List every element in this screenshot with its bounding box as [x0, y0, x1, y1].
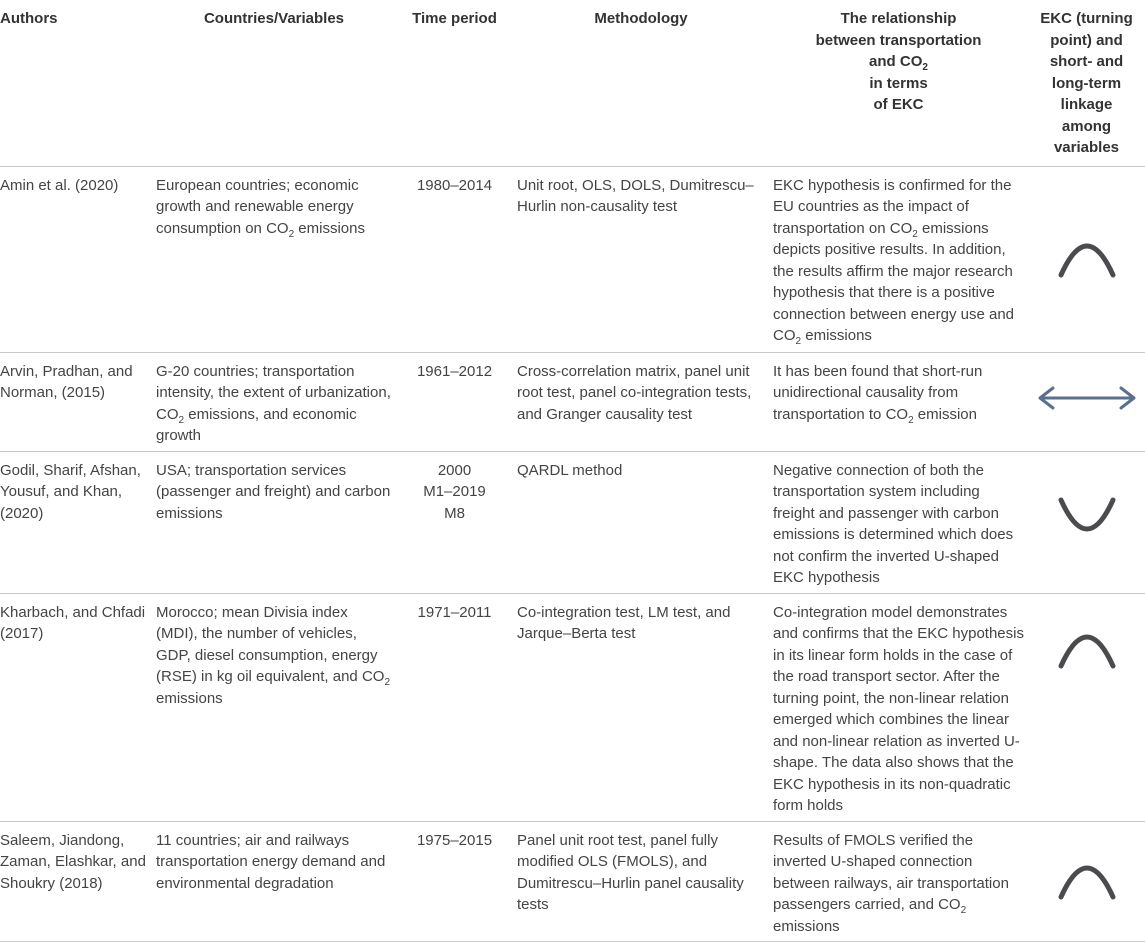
- header-relationship-text-b: in terms of EKC: [869, 74, 928, 113]
- rel-sub-1: 2: [912, 228, 918, 240]
- rel-text-c: emissions: [801, 327, 872, 344]
- cell-countries: USA; transportation services (passenger and freight) and carbon emissions: [156, 461, 391, 522]
- cell-period: 1961–2012: [416, 362, 493, 380]
- rel-sub-1: 2: [908, 414, 914, 426]
- header-authors: Authors: [0, 0, 152, 166]
- cell-authors: Amin et al. (2020): [0, 176, 119, 194]
- rel-text-b: emissions: [773, 917, 840, 935]
- rel-text-a: It has been found that short-run unidirectional causality from transportation to CO: [773, 362, 983, 423]
- rel-text-a: Results of FMOLS verified the inverted U-shaped connection between railways, air transportation passengers carried, and CO: [773, 831, 1009, 913]
- cell-countries: [152, 166, 396, 352]
- cell-countries: [152, 593, 396, 821]
- inverted-u-icon: [1057, 231, 1117, 281]
- countries-text: Morocco; mean Divisia index (MDI), the number of vehicles, GDP, diesel consumption, energy (RSE) in kg oil equivalent, and CO: [156, 603, 385, 685]
- cell-methodology: QARDL method: [517, 461, 623, 479]
- rel-sub-1: 2: [960, 905, 967, 916]
- cell-authors: Kharbach, and Chfadi (2017): [0, 603, 146, 642]
- cell-ekc-icon: [1028, 352, 1145, 451]
- cell-methodology: Panel unit root test, panel fully modified OLS (FMOLS), and Dumitrescu–Hurlin panel causality tests: [517, 831, 744, 913]
- header-period: Time period: [396, 0, 513, 166]
- cell-period: 1975–2015: [416, 831, 493, 849]
- cell-relationship: [769, 821, 1028, 942]
- cell-relationship: [769, 352, 1028, 451]
- cell-countries: [152, 352, 396, 451]
- countries-sub: 2: [288, 228, 295, 240]
- countries-sub: 2: [384, 677, 391, 688]
- header-countries: Countries/Variables: [152, 0, 396, 166]
- countries-text-tail: emissions, and economic growth: [156, 405, 357, 444]
- header-methodology: Methodology: [513, 0, 769, 166]
- table-row: [0, 593, 1145, 821]
- header-ekc: EKC (turning point) and short- and long-term linkage among variables: [1028, 0, 1145, 166]
- table-row: [0, 352, 1145, 451]
- countries-text: European countries; economic growth and renewable energy consumption on CO: [156, 176, 359, 237]
- header-row: [0, 0, 1145, 166]
- cell-ekc-icon: [1028, 451, 1145, 593]
- rel-sub-2: 2: [795, 336, 802, 347]
- rel-text-b: emissions depicts positive results. In addition, the results affirm the major research hypothesis that there is a positive connection between energy use and CO: [773, 219, 1015, 344]
- countries-text: G-20 countries; transportation intensity, the extent of urbanization, CO: [156, 362, 391, 423]
- cell-authors: Arvin, Pradhan, and Norman, (2015): [0, 362, 133, 401]
- header-relationship-sub: 2: [922, 62, 928, 73]
- double-arrow-icon: [1035, 383, 1139, 413]
- u-shape-icon: [1057, 494, 1117, 544]
- rel-text-b: emission: [913, 405, 977, 423]
- cell-methodology: Unit root, OLS, DOLS, Dumitrescu–Hurlin non-causality test: [517, 176, 754, 215]
- cell-methodology: Co-integration test, LM test, and Jarque–Berta test: [517, 603, 731, 642]
- cell-relationship: [769, 166, 1028, 352]
- cell-relationship: Negative connection of both the transportation system including freight and passenger with carbon emissions is determined which does not confirm the inverted U-shaped EKC hypothesis: [773, 461, 1014, 586]
- header-relationship-text-a: The relationship between transportation and CO: [815, 10, 982, 70]
- cell-countries: 11 countries; air and railways transportation energy demand and environmental degradation: [156, 831, 386, 892]
- cell-period: 1980–2014: [416, 176, 493, 194]
- cell-ekc-icon: [1028, 593, 1145, 821]
- cell-period: 1971–2011: [417, 603, 492, 621]
- rel-text-a: EKC hypothesis is confirmed for the EU countries as the impact of transportation on CO: [773, 176, 1012, 237]
- table-row: [0, 451, 1145, 593]
- countries-sub: 2: [178, 414, 185, 426]
- inverted-u-icon: [1057, 622, 1117, 672]
- cell-ekc-icon: [1028, 166, 1145, 352]
- header-relationship: [769, 0, 1028, 166]
- countries-text-tail: emissions: [156, 689, 223, 707]
- table-row: [0, 821, 1145, 942]
- cell-ekc-icon: [1028, 821, 1145, 942]
- cell-relationship: Co-integration model demonstrates and confirms that the EKC hypothesis in its linear form holds in the case of the road transport sector. After the turning point, the non-linear relation emerged which combines the linear and non-linear relation as inverted U-shape. The data also shows that the EKC hypothesis in its non-quadratic form holds: [773, 603, 1024, 814]
- cell-period: 2000 M1–2019 M8: [423, 461, 486, 522]
- cell-authors: Godil, Sharif, Afshan, Yousuf, and Khan, (2020): [0, 461, 141, 522]
- countries-text-tail: emissions: [294, 219, 365, 237]
- cell-authors: Saleem, Jiandong, Zaman, Elashkar, and Shoukry (2018): [0, 831, 146, 892]
- table-header: [0, 0, 1145, 166]
- table-row: [0, 166, 1145, 352]
- cell-methodology: Cross-correlation matrix, panel unit root test, panel co-integration tests, and Granger causality test: [517, 362, 752, 423]
- inverted-u-icon: [1057, 853, 1117, 903]
